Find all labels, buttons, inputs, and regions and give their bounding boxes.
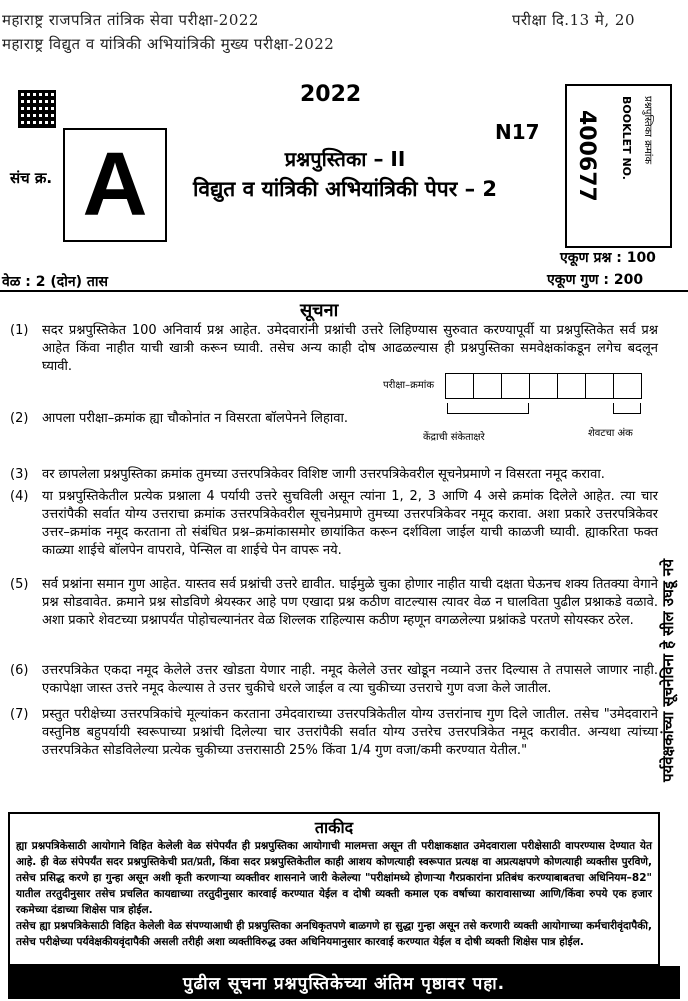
warning-title: ताकीद [314,818,354,837]
instruction-number: (4) [10,489,29,504]
handwritten-exam-name: महाराष्ट्र राजपत्रित तांत्रिक सेवा परीक्षा-2022 [2,11,259,29]
digit-cell[interactable] [614,374,641,398]
booklet-label: BOOKLET NO. [620,96,633,180]
exam-time: वेळ : 2 (दोन) तास [2,274,108,290]
last-digit-label: शेवटचा अंक [588,428,633,439]
instruction-text: प्रस्तुत परीक्षेच्या उत्तरपत्रिकांचे मूल्यांकन करताना उमेदवाराच्या उत्तरपत्रिकेतील योग्य उत्तरांनाच गुण दिले जातील. तसेच "उमेदवाराने वस्तुनिष्ठ बहुपर्यायी स्वरूपाच्या प्रश्नांची दिलेल्या चार उत्तरांपैकी सर्वात योग्य उत्तरेच उत्तरपत्रिकेत नमूद करावीत. अन्यथा त्यांच्या उत्तरपत्रिकेत सोडविलेल्या प्रत्येक चुकीच्या उत्तरासाठी 25% किंवा 1/4 गुण वजा/कमी करण्यात येतील." [42,707,658,758]
instruction-text: उत्तरपत्रिकेत एकदा नमूद केलेले उत्तर खोडता येणार नाही. नमूद केलेले उत्तर खोडून नव्याने उत्तर दिल्यास ते तपासले जाणार नाही. एकापेक्षा जास्त उत्तरे नमूद केल्यास ते उत्तर चुकीचे धरले जाईल व त्या चुकीच्या उत्तराचे गुण वजा केले जातील. [42,663,658,696]
warning-box [8,812,660,966]
paper-title: विद्युत व यांत्रिकी अभियांत्रिकी पेपर – 2 [192,177,498,201]
digit-cell[interactable] [586,374,614,398]
set-letter-box [63,128,167,242]
instruction-number: (3) [10,467,29,482]
instruction-text: सदर प्रश्नपुस्तिकेत 100 अनिवार्य प्रश्न आहेत. उमेदवारांनी प्रश्नांची उत्तरे लिहिण्यास सुरुवात करण्यापूर्वी या प्रश्नपुस्तिकेत सर्व प्रश्न आहेत किंवा नाहीत याची खात्री करून घ्यावी. तसेच अन्य काही दोष आढळल्यास ही प्रश्नपुस्तिका समवेक्षकांकडून लगेच बदलून घ्यावी. [42,323,658,374]
digit-cell[interactable] [530,374,558,398]
qr-code-icon [18,90,56,128]
footer-banner [8,966,680,999]
digit-cell[interactable] [558,374,586,398]
warning-paragraph: ह्या प्रश्नपत्रिकेसाठी आयोगाने विहित केलेली वेळ संपेपर्यंत ही प्रश्नपुस्तिका आयोगाची मालमत्ता असून ती परीक्षाकक्षात उमेदवाराला परीक्षेसाठी वापरण्यास देण्यात येत आहे. ही वेळ संपेपर्यंत सदर प्रश्नपुस्तिकेची प्रत/प्रती, किंवा सदर प्रश्नपुस्तिकेतील काही आशय कोणत्याही स्वरूपात प्रत्यक्ष वा अप्रत्यक्षपणे कोणत्याही व्यक्तीस पुरविणे, तसेच प्रसिद्ध करणे हा गुन्हा असून अशी कृती करणाऱ्या व्यक्तीवर शासनाने जारी केलेल्या "परीक्षांमध्ये होणाऱ्या गैरप्रकारांना प्रतिबंध करण्याबाबतचा अधिनियम–82" यातील तरतुदीनुसार तसेच प्रचलित कायद्याच्या तरतुदीनुसार कारवाई करण्यात येईल व दोषी व्यक्ती कमाल एक वर्षाच्या कारावासाच्या आणि/किंवा रुपये एक हजार रकमेच्या दंडाच्या शिक्षेस पात्र होईल. [16,840,652,916]
last-digit-brace [613,403,641,414]
booklet-number: 400677 [574,110,599,202]
exam-year: 2022 [300,82,362,107]
set-letter: A [82,134,148,235]
booklet-label-marathi: प्रश्नपुस्तिका क्रमांक [642,96,653,164]
handwritten-date: परीक्षा दि.13 मे, 20 [512,11,636,29]
instruction-number: (6) [10,663,29,678]
instruction-number: (1) [10,323,29,338]
instruction-text: वर छापलेला प्रश्नपुस्तिका क्रमांक तुमच्या उत्तरपत्रिकेवर विशिष्ट जागी उत्तरपत्रिकेवरील सूचनेप्रमाणे न विसरता नमूद करावा. [42,467,605,482]
digit-cell[interactable] [502,374,530,398]
footer-text: पुढील सूचना प्रश्नपुस्तिकेच्या अंतिम पृष्ठावर पहा. [182,974,506,994]
exam-number-cells[interactable] [445,373,642,399]
total-marks: एकूण गुण : 200 [547,272,644,288]
digit-cell[interactable] [474,374,502,398]
seal-warning-sidebar: पर्यवेक्षकांच्या सूचनेविना हे सील उघडू नये [659,558,677,782]
center-code-label: केंद्राची संकेताक्षरे [423,432,485,443]
instruction-number: (7) [10,707,29,722]
instruction-text: या प्रश्नपुस्तिकेतील प्रत्येक प्रश्नाला 4 पर्यायी उत्तरे सुचविली असून त्यांना 1, 2, 3 आणि 4 असे क्रमांक दिलेले आहेत. त्या चार उत्तरांपैकी सर्वात योग्य उत्तराचा क्रमांक उत्तरपत्रिकेवरील सूचनेप्रमाणे तुमच्या उत्तरपत्रिकेवर नमूद करावा. अशा प्रकारे उत्तरपत्रिकेवर उत्तर–क्रमांक नमूद करताना तो संबंधित प्रश्न–क्रमांकासमोर छायांकित करून दर्शविला जाईल याची काळजी घ्यावी. ह्याकरिता फक्त काळ्या शाईचे बॉलपेन वापरावे, पेन्सिल वा शाईचे पेन वापरू नये. [42,489,658,558]
instruction-number: (2) [10,411,29,426]
digit-cell[interactable] [446,374,474,398]
instruction-number: (5) [10,577,29,592]
paper-code: N17 [495,120,540,144]
set-label: संच क्र. [10,169,53,187]
instructions-heading: सूचना [300,300,339,321]
instruction-text: आपला परीक्षा–क्रमांक ह्या चौकोनांत न विसरता बॉलपेनने लिहावा. [42,411,348,426]
total-questions: एकूण प्रश्न : 100 [560,250,656,266]
center-code-brace [447,403,529,414]
header-divider [0,290,688,292]
warning-text [16,838,652,950]
booklet-title: प्रश्नपुस्तिका – II [284,147,406,171]
instruction-text: सर्व प्रश्नांना समान गुण आहेत. यास्तव सर्व प्रश्नांची उत्तरे द्यावीत. घाईमुळे चुका होणार नाहीत याची दक्षता घेऊनच शक्य तितक्या वेगाने प्रश्न सोडवावेत. क्रमाने प्रश्न सोडविणे श्रेयस्कर आहे पण एखादा प्रश्न कठीण वाटल्यास त्यावर वेळ न घालविता पुढील प्रश्नाकडे वळावे. अशा प्रकारे शेवटच्या प्रश्नापर्यंत पोहोचल्यानंतर वेळ शिल्लक राहिल्यास कठीण म्हणून वगळलेल्या प्रश्नांकडे परतणे सोयस्कर ठरेल. [42,577,658,628]
exam-number-label: परीक्षा–क्रमांक [383,380,435,391]
handwritten-paper-name: महाराष्ट्र विद्युत व यांत्रिकी अभियांत्रिकी मुख्य परीक्षा-2022 [2,35,335,53]
warning-paragraph: तसेच ह्या प्रश्नपत्रिकेसाठी विहित केलेली वेळ संपण्याआधी ही प्रश्नपुस्तिका अनधिकृतपणे बाळगणे हा सुद्धा गुन्हा असून तसे करणारी व्यक्ती आयोगाच्या कर्मचारीवृंदापैकी, तसेच परीक्षेच्या पर्यवेक्षकीयवृंदापैकी असली तरीही अशा व्यक्तीविरुद्ध उक्त अधिनियमानुसार कारवाई करण्यात येईल व दोषी व्यक्ती शिक्षेस पात्र होईल. [16,920,652,948]
